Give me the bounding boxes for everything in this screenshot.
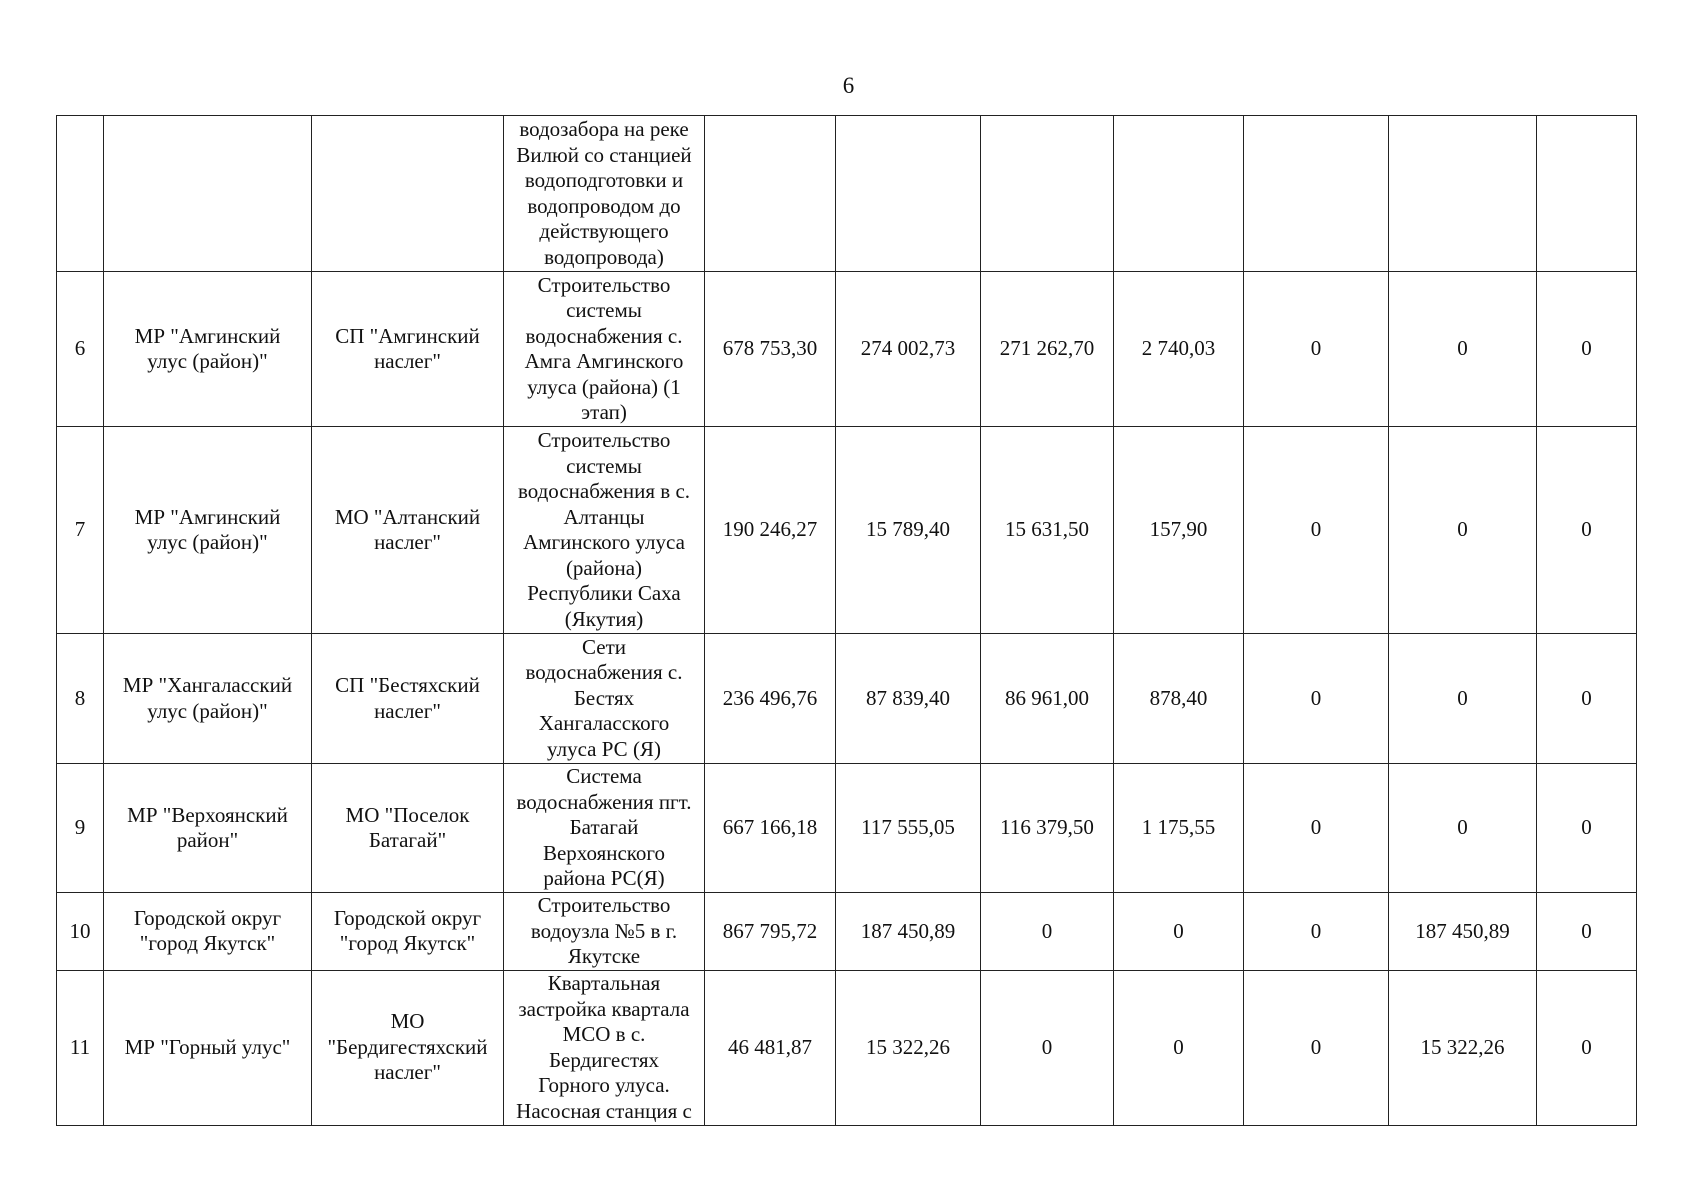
value-cell-6: 187 450,89 bbox=[1389, 893, 1537, 971]
value-cell-4: 2 740,03 bbox=[1114, 272, 1244, 427]
object-name-cell: Строительство водоузла №5 в г. Якутске bbox=[504, 893, 705, 971]
settlement-cell: МО "Бердигестяхский наслег" bbox=[312, 970, 504, 1125]
value-cell-6: 0 bbox=[1389, 427, 1537, 634]
row-number-cell: 6 bbox=[57, 272, 104, 427]
municipal-district-cell: МР "Амгинский улус (район)" bbox=[104, 272, 312, 427]
municipal-district-cell bbox=[104, 116, 312, 272]
table-row bbox=[57, 970, 1637, 1125]
value-cell-5: 0 bbox=[1244, 764, 1389, 893]
table-row bbox=[57, 272, 1637, 427]
table-row bbox=[57, 634, 1637, 764]
value-cell-7: 0 bbox=[1537, 272, 1637, 427]
value-cell-3: 116 379,50 bbox=[981, 764, 1114, 893]
value-cell-3 bbox=[981, 116, 1114, 272]
table-row bbox=[57, 893, 1637, 971]
value-cell-2 bbox=[836, 116, 981, 272]
row-number-cell: 11 bbox=[57, 970, 104, 1125]
value-cell-7: 0 bbox=[1537, 764, 1637, 893]
table-body bbox=[57, 116, 1637, 1126]
value-cell-6: 0 bbox=[1389, 272, 1537, 427]
value-cell-3: 15 631,50 bbox=[981, 427, 1114, 634]
row-number-cell bbox=[57, 116, 104, 272]
row-number-cell: 8 bbox=[57, 634, 104, 764]
municipal-district-cell: МР "Горный улус" bbox=[104, 970, 312, 1125]
value-cell-5: 0 bbox=[1244, 272, 1389, 427]
municipal-district-cell: МР "Хангаласский улус (район)" bbox=[104, 634, 312, 764]
object-name-cell: водозабора на реке Вилюй со станцией водоподготовки и водопроводом до действующего водопровода) bbox=[504, 116, 705, 272]
value-cell-5: 0 bbox=[1244, 893, 1389, 971]
value-cell-1: 667 166,18 bbox=[705, 764, 836, 893]
page-number: 6 bbox=[842, 73, 855, 98]
value-cell-4: 878,40 bbox=[1114, 634, 1244, 764]
value-cell-2: 274 002,73 bbox=[836, 272, 981, 427]
object-name-cell: Сети водоснабжения с. Бестях Хангаласского улуса РС (Я) bbox=[504, 634, 705, 764]
value-cell-1: 236 496,76 bbox=[705, 634, 836, 764]
value-cell-3: 271 262,70 bbox=[981, 272, 1114, 427]
settlement-cell bbox=[312, 116, 504, 272]
value-cell-2: 187 450,89 bbox=[836, 893, 981, 971]
value-cell-5: 0 bbox=[1244, 427, 1389, 634]
object-name-cell: Квартальная застройка квартала МСО в с. Бердигестях Горного улуса. Насосная станция с bbox=[504, 970, 705, 1125]
value-cell-6 bbox=[1389, 116, 1537, 272]
object-name-cell: Строительство системы водоснабжения в с. Алтанцы Амгинского улуса (района) Республики Саха (Якутия) bbox=[504, 427, 705, 634]
funding-table bbox=[56, 115, 1637, 1126]
value-cell-1: 46 481,87 bbox=[705, 970, 836, 1125]
municipal-district-cell: МР "Амгинский улус (район)" bbox=[104, 427, 312, 634]
table-row bbox=[57, 116, 1637, 272]
settlement-cell: МО "Поселок Батагай" bbox=[312, 764, 504, 893]
value-cell-7: 0 bbox=[1537, 893, 1637, 971]
value-cell-1 bbox=[705, 116, 836, 272]
value-cell-2: 15 322,26 bbox=[836, 970, 981, 1125]
value-cell-6: 0 bbox=[1389, 764, 1537, 893]
value-cell-4 bbox=[1114, 116, 1244, 272]
value-cell-3: 0 bbox=[981, 893, 1114, 971]
value-cell-7: 0 bbox=[1537, 427, 1637, 634]
value-cell-2: 87 839,40 bbox=[836, 634, 981, 764]
value-cell-6: 15 322,26 bbox=[1389, 970, 1537, 1125]
settlement-cell: СП "Бестяхский наслег" bbox=[312, 634, 504, 764]
value-cell-1: 678 753,30 bbox=[705, 272, 836, 427]
value-cell-4: 0 bbox=[1114, 893, 1244, 971]
value-cell-2: 117 555,05 bbox=[836, 764, 981, 893]
object-name-cell: Система водоснабжения пгт. Батагай Верхоянского района РС(Я) bbox=[504, 764, 705, 893]
value-cell-4: 0 bbox=[1114, 970, 1244, 1125]
object-name-cell: Строительство системы водоснабжения с. Амга Амгинского улуса (района) (1 этап) bbox=[504, 272, 705, 427]
value-cell-5 bbox=[1244, 116, 1389, 272]
settlement-cell: СП "Амгинский наслег" bbox=[312, 272, 504, 427]
row-number-cell: 7 bbox=[57, 427, 104, 634]
municipal-district-cell: Городской округ "город Якутск" bbox=[104, 893, 312, 971]
value-cell-4: 1 175,55 bbox=[1114, 764, 1244, 893]
value-cell-7: 0 bbox=[1537, 634, 1637, 764]
value-cell-5: 0 bbox=[1244, 970, 1389, 1125]
table-row bbox=[57, 764, 1637, 893]
value-cell-1: 190 246,27 bbox=[705, 427, 836, 634]
settlement-cell: Городской округ "город Якутск" bbox=[312, 893, 504, 971]
value-cell-6: 0 bbox=[1389, 634, 1537, 764]
value-cell-5: 0 bbox=[1244, 634, 1389, 764]
settlement-cell: МО "Алтанский наслег" bbox=[312, 427, 504, 634]
row-number-cell: 10 bbox=[57, 893, 104, 971]
value-cell-7: 0 bbox=[1537, 970, 1637, 1125]
value-cell-1: 867 795,72 bbox=[705, 893, 836, 971]
value-cell-4: 157,90 bbox=[1114, 427, 1244, 634]
value-cell-7 bbox=[1537, 116, 1637, 272]
value-cell-3: 0 bbox=[981, 970, 1114, 1125]
row-number-cell: 9 bbox=[57, 764, 104, 893]
table-row bbox=[57, 427, 1637, 634]
value-cell-2: 15 789,40 bbox=[836, 427, 981, 634]
municipal-district-cell: МР "Верхоянский район" bbox=[104, 764, 312, 893]
value-cell-3: 86 961,00 bbox=[981, 634, 1114, 764]
